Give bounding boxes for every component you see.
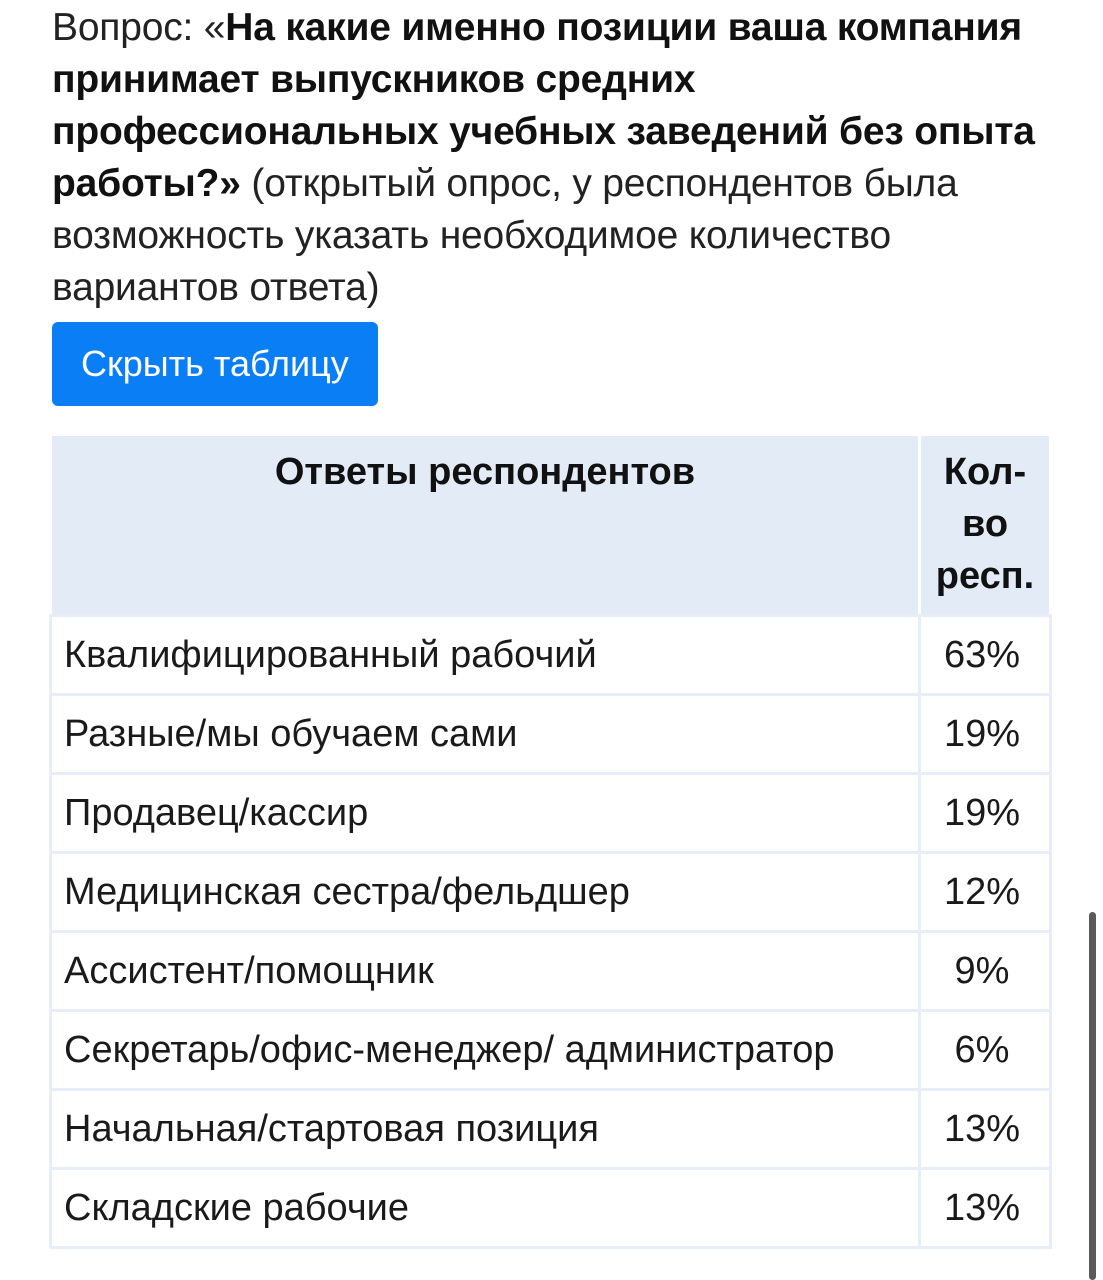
table-row [52,1012,1049,1088]
header-answers: Ответы респондентов [52,436,918,614]
page-scrollbar[interactable] [1089,912,1096,1280]
value-cell: 13% [921,1170,1049,1246]
table-row [52,854,1049,930]
answer-cell: Секретарь/офис-менеджер/ администратор [52,1012,918,1088]
table-row [52,696,1049,772]
answers-table [49,433,1052,1249]
question-close-quote: » [219,162,241,205]
question-note: (открытый опрос, у респондентов была возможность указать необходимое количество вариантов ответа) [52,162,958,309]
value-cell: 63% [921,617,1049,693]
value-cell: 12% [921,854,1049,930]
answer-cell: Квалифицированный рабочий [52,617,918,693]
table-row [52,1091,1049,1167]
value-cell: 13% [921,1091,1049,1167]
table-header-row [52,436,1049,614]
table-row [52,617,1049,693]
question-text [52,0,1052,314]
answer-cell: Продавец/кассир [52,775,918,851]
page-content [52,0,1052,1249]
answer-cell: Ассистент/помощник [52,933,918,1009]
table-row [52,1170,1049,1246]
value-cell: 6% [921,1012,1049,1088]
hide-table-button[interactable]: Скрыть таблицу [52,322,378,406]
question-title: На какие именно позиции ваша компания принимает выпускников средних профессиональных учебных заведений без опыта работы? [52,6,1035,205]
value-cell: 19% [921,696,1049,772]
answer-cell: Складские рабочие [52,1170,918,1246]
answer-cell: Медицинская сестра/фельдшер [52,854,918,930]
table-row [52,933,1049,1009]
question-prefix: Вопрос: « [52,6,226,49]
value-cell: 19% [921,775,1049,851]
value-cell: 9% [921,933,1049,1009]
header-count: Кол-во респ. [921,436,1049,614]
answer-cell: Разные/мы обучаем сами [52,696,918,772]
table-row [52,775,1049,851]
answer-cell: Начальная/стартовая позиция [52,1091,918,1167]
